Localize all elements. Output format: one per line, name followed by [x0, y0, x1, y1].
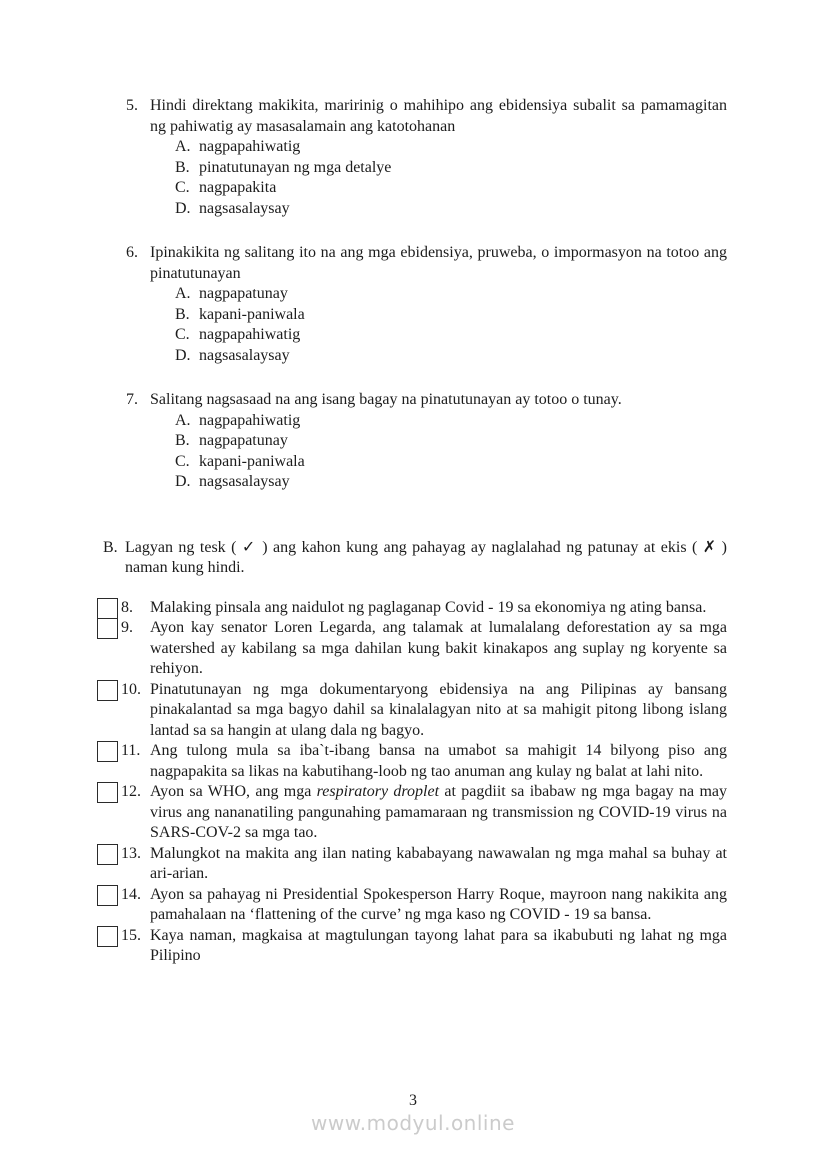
item-number: 10.	[121, 680, 141, 698]
option-text: nagsasalaysay	[199, 199, 290, 217]
item-number: 12.	[121, 783, 141, 800]
answer-checkbox[interactable]	[97, 741, 118, 762]
option-c	[150, 325, 727, 346]
checklist-item-11	[103, 741, 727, 782]
option-b	[150, 158, 727, 179]
option-c	[150, 178, 727, 199]
checklist-item-15	[103, 926, 727, 967]
option-letter: C.	[175, 326, 190, 343]
option-text: nagpapahiwatig	[199, 138, 301, 155]
option-letter: B.	[175, 432, 190, 449]
options-list	[150, 137, 727, 219]
item-text: Ayon kay senator Loren Legarda, ang talamak at lumalalang deforestation ay sa mga watershed ay kabilang sa mga dahilan kung bakit kinakapos ang suplay ng koryente sa rehiyon.	[150, 619, 727, 677]
item-text: Ang tulong mula sa iba`t-ibang bansa na umabot sa mahigit 14 bilyong piso ang nagpapakita sa likas na kabutihang-loob ng tao anuman ang kulay ng balat at lahi nito.	[150, 742, 727, 780]
section-b-instruction	[103, 538, 727, 579]
option-text: nagpapakita	[199, 179, 277, 196]
option-d	[150, 472, 727, 493]
option-letter: A.	[175, 285, 191, 302]
question-text: Salitang nagsasaad na ang isang bagay na pinatutunayan ay totoo o tunay.	[150, 391, 622, 408]
option-letter: A.	[175, 411, 191, 429]
checklist-item-13	[103, 844, 727, 885]
option-letter: B.	[175, 158, 190, 176]
option-text: nagpapahiwatig	[199, 326, 301, 343]
option-a	[150, 137, 727, 158]
option-text: nagpapatunay	[199, 432, 288, 449]
option-b	[150, 305, 727, 326]
item-number: 13.	[121, 844, 141, 862]
option-c	[150, 452, 727, 473]
answer-checkbox[interactable]	[97, 926, 118, 947]
checklist-item-14	[103, 885, 727, 926]
answer-checkbox[interactable]	[97, 885, 118, 906]
option-text: nagsasalaysay	[199, 346, 290, 364]
item-text-post: at pagdiit sa ibabaw ng mga bagay na may virus ang nananatiling pangunahing pamamaraan ng transmission ng COVID-19 virus na SARS-COV-2 sa mga tao.	[150, 783, 727, 841]
answer-checkbox[interactable]	[97, 782, 118, 803]
item-text: Ayon sa pahayag ni Presidential Spokesperson Harry Roque, mayroon nang nakikita ang pamahalaan na ‘flattening of the curve’ ng mga kaso ng COVID - 19 sa bansa.	[150, 885, 727, 923]
question-6	[103, 243, 727, 366]
option-b	[150, 431, 727, 452]
option-d	[150, 346, 727, 367]
option-letter: C.	[175, 179, 190, 196]
item-text	[150, 783, 727, 841]
item-text: Pinatutunayan ng mga dokumentaryong ebidensiya na ang Pilipinas ay bansang pinakalantad sa mga bagyo dahil sa kinalalagyan nito at sa mahigit pitong libong islang lantad sa sa hangin at ulang dala ng bagyo.	[150, 680, 727, 739]
item-number: 14.	[121, 885, 141, 903]
option-text: nagpapatunay	[199, 285, 288, 302]
item-text: Kaya naman, magkaisa at magtulungan tayong lahat para sa ikabubuti ng lahat ng mga Pilipino	[150, 926, 727, 964]
checklist-item-10	[103, 680, 727, 742]
item-number: 8.	[121, 598, 133, 616]
item-number: 11.	[121, 742, 141, 759]
option-letter: D.	[175, 473, 191, 490]
item-text: Malungkot na makita ang ilan nating kababayang nawawalan ng mga mahal sa buhay at ari-arian.	[150, 844, 727, 882]
checklist-section	[103, 598, 727, 967]
option-letter: B.	[175, 305, 190, 323]
item-text: Malaking pinsala ang naidulot ng paglaganap Covid - 19 sa ekonomiya ng ating bansa.	[150, 598, 707, 616]
section-b-label: B.	[103, 538, 118, 556]
question-text: Ipinakikita ng salitang ito na ang mga ebidensiya, pruweba, o impormasyon na totoo ang pinatutunayan	[150, 244, 727, 282]
option-letter: C.	[175, 452, 190, 470]
question-5	[103, 96, 727, 219]
option-text: nagpapahiwatig	[199, 411, 301, 429]
option-letter: D.	[175, 199, 191, 217]
item-text-pre: Ayon sa WHO, ang mga	[150, 783, 317, 800]
item-number: 9.	[121, 619, 133, 636]
checklist-item-8	[103, 598, 727, 619]
option-letter: A.	[175, 138, 191, 155]
checklist-item-12	[103, 782, 727, 844]
question-number: 6.	[126, 244, 138, 261]
option-letter: D.	[175, 346, 191, 364]
section-b-text: Lagyan ng tesk ( ✓ ) ang kahon kung ang pahayag ay naglalahad ng patunay at ekis ( ✗ ) naman kung hindi.	[125, 538, 727, 576]
question-7	[103, 390, 727, 493]
option-text: nagsasalaysay	[199, 473, 290, 490]
option-text: kapani-paniwala	[199, 305, 305, 323]
question-number: 5.	[126, 97, 138, 114]
item-number: 15.	[121, 926, 141, 944]
options-list	[150, 411, 727, 493]
option-text: kapani-paniwala	[199, 452, 305, 470]
page-number: 3	[409, 1092, 417, 1109]
answer-checkbox[interactable]	[97, 844, 118, 865]
option-text: pinatutunayan ng mga detalye	[199, 158, 392, 176]
option-d	[150, 199, 727, 220]
question-number: 7.	[126, 391, 138, 408]
multiple-choice-section	[103, 96, 727, 493]
page-content	[103, 96, 727, 967]
options-list	[150, 284, 727, 366]
option-a	[150, 411, 727, 432]
watermark: www.modyul.online	[311, 1111, 515, 1135]
item-text-italic: respiratory droplet	[316, 783, 440, 800]
option-a	[150, 284, 727, 305]
question-text: Hindi direktang makikita, maririnig o mahihipo ang ebidensiya subalit sa pamamagitan ng pahiwatig ay masasalamain ang katotohanan	[150, 97, 727, 135]
answer-checkbox[interactable]	[97, 598, 118, 619]
answer-checkbox[interactable]	[97, 680, 118, 701]
answer-checkbox[interactable]	[97, 618, 118, 639]
checklist-item-9	[103, 618, 727, 680]
